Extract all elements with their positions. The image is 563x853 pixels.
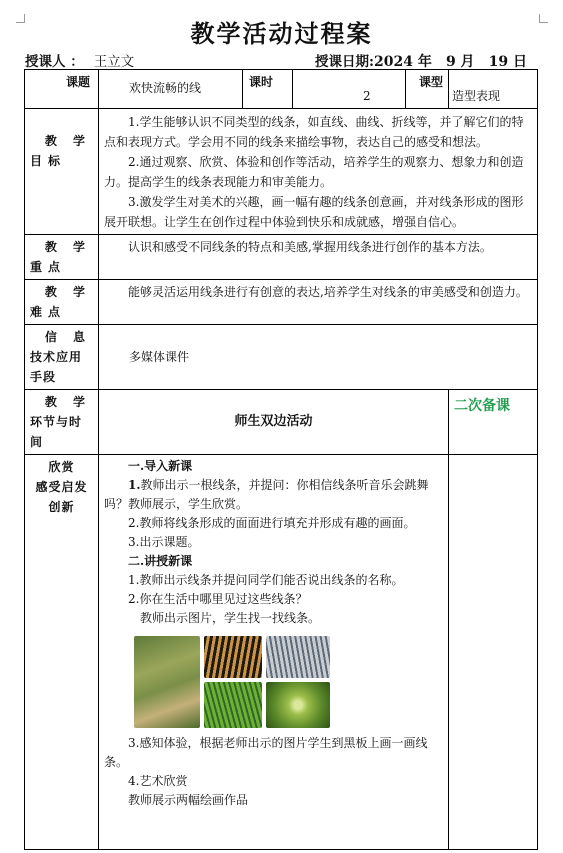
phase-label-line2: 感受启发 [35,480,88,494]
teach-item-2: 2.你在生活中哪里见过这些线条？ [128,592,308,606]
type-value: 造型表现 [449,70,538,109]
goal-1: 1.学生能够认识不同类型的线条，如直线、曲线、折线等，并了解它们的特点和表现方式。学会用不同的线条来描绘事物，表达自己的感受和想法。 [104,115,524,149]
phase-label-line1: 欣赏 [48,460,75,474]
activity-header: 师生双边活动 [99,390,449,455]
revise-header: 二次备课 [454,398,511,414]
zebra-photo [204,636,262,678]
tech-label [25,325,99,390]
difficulty-text [99,280,538,325]
teach-heading: 二.讲授新课 [128,554,193,568]
topic-label: 课题 [25,70,99,109]
page-title: 教学活动过程案 [190,19,373,48]
intro-item-1-lead: 1. [128,478,141,492]
goal-3: 3.激发学生对美术的兴趣，画一幅有趣的线条创意画，并对线条形成的图形展开联想。让学生在创作过程中体验到快乐和成就感，增强自信心。 [104,195,524,229]
difficulty-label-line2: 难点 [30,305,67,319]
teacher-label: 授课人 ： [25,54,84,70]
key-label-line2: 重点 [30,260,67,274]
spiderweb-photo [266,682,330,728]
difficulty-label [25,280,99,325]
lesson-plan-table [24,69,538,850]
stage-label-line2: 环节与时 [30,415,83,429]
date-month: 9 月 [445,54,475,70]
goals-label-line2: 目标 [30,154,67,168]
topic-row [25,70,538,109]
goals-label [25,109,99,235]
goals-label-line1: 教 学 [44,134,91,148]
teacher-name: 王立文 [93,54,135,70]
teacher-line [25,50,134,70]
hours-label: 课时 [243,70,293,109]
date-line [315,50,527,71]
type-label: 课型 [406,70,449,109]
key-text-body: 认识和感受不同线条的特点和美感,掌握用线条进行创作的基本方法。 [128,240,492,254]
key-points-row [25,235,538,280]
intro-item-1-text: 教师出示一根线条，并提问：你相信线条听音乐会跳舞吗？教师展示，学生欣赏。 [104,478,429,511]
tech-label-line3: 手段 [30,370,57,384]
phase-label-line3: 创新 [48,500,75,514]
teach-item-3: 3.感知体验，根据老师出示的图片学生到黑板上画一画线条。 [104,736,428,769]
date-year: 2024 年 [373,54,432,70]
intro-item-2: 2.教师将线条形成的面面进行填充并形成有趣的画面。 [128,516,416,530]
stage-header-row [25,390,538,455]
goals-row [25,109,538,235]
activity-body [99,455,449,850]
goals-text [99,109,538,235]
activity-row [25,455,538,850]
stage-label [25,390,99,455]
phase-label [25,455,99,850]
photo-collage [134,636,330,728]
intro-item-1 [104,476,443,514]
date-label: 授课日期: [315,54,374,70]
key-label-line1: 教 学 [44,240,91,254]
teach-item-2b: 教师出示图片，学生找一找线条。 [140,611,321,625]
revise-header-cell [449,390,538,455]
key-label [25,235,99,280]
difficulty-label-line1: 教 学 [44,285,91,299]
revise-cell [449,455,538,850]
key-text [99,235,538,280]
teach-item-4b: 教师展示两幅绘画作品 [128,793,249,807]
railway-photo [266,636,330,678]
tech-label-line1: 信 息 [44,330,91,344]
terraces-photo [134,636,200,728]
stage-label-line1: 教 学 [44,395,91,409]
stage-label-line3: 间 [30,435,44,449]
teach-item-1: 1.教师出示线条并提问同学们能否说出线条的名称。 [128,573,404,587]
tech-label-line2: 技术应用 [30,350,83,364]
hours-value: 2 [293,70,406,109]
topic-value: 欢快流畅的线 [99,70,243,109]
tech-row [25,325,538,390]
goal-2: 2.通过观察、欣赏、体验和创作等活动，培养学生的观察力、想象力和创造力。提高学生的线条表现能力和审美能力。 [104,155,524,189]
grass-photo [204,682,262,728]
difficulty-row [25,280,538,325]
intro-heading: 一.导入新课 [128,459,193,473]
intro-item-3: 3.出示课题。 [128,535,200,549]
tech-text: 多媒体课件 [99,325,538,390]
date-day: 19 日 [488,54,528,70]
teach-item-4: 4.艺术欣赏 [128,774,188,788]
difficulty-text-body: 能够灵活运用线条进行有创意的表达,培养学生对线条的审美感受和创造力。 [128,285,528,299]
